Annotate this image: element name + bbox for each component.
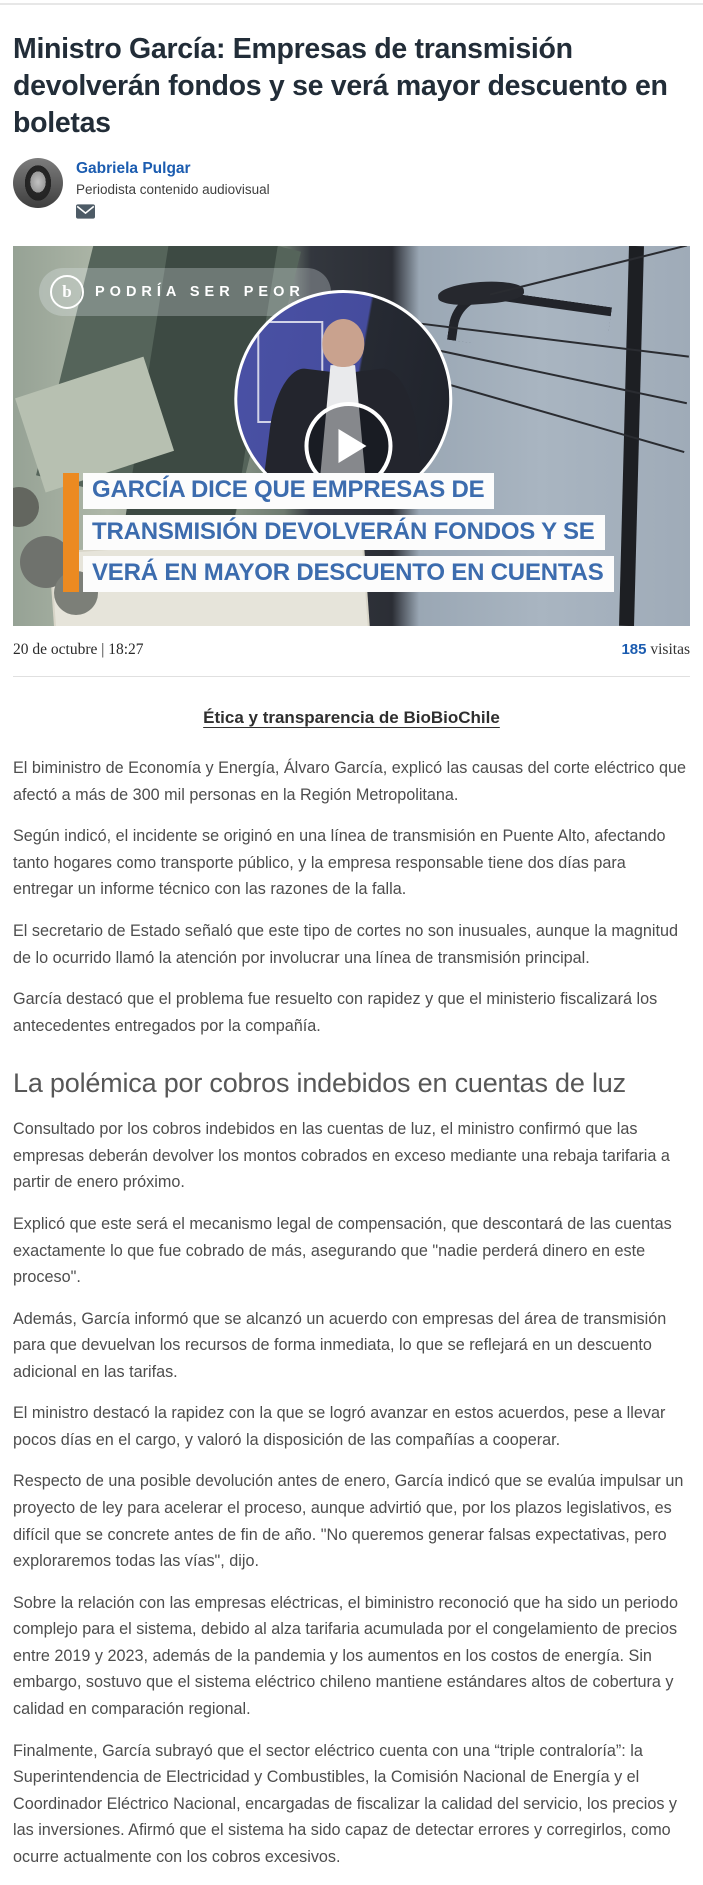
article-body <box>13 755 690 1870</box>
paragraph: García destacó que el problema fue resuelto con rapidez y que el ministerio fiscalizará los antecedentes entregados por la compañía. <box>13 990 658 1035</box>
caption-line: TRANSMISIÓN DEVOLVERÁN FONDOS Y SE <box>83 515 605 551</box>
author-name-link[interactable]: Gabriela Pulgar <box>76 160 191 178</box>
coin-shape <box>13 487 39 527</box>
article-page <box>0 31 703 1870</box>
views-label: visitas <box>646 641 690 659</box>
biobio-b-logo-icon: b <box>50 275 84 309</box>
caption-accent-bar <box>63 473 79 592</box>
video-player-thumbnail[interactable] <box>13 246 690 626</box>
paragraph: Respecto de una posible devolución antes de enero, García indicó que se evalúa impulsar un proyecto de ley para acelerar el proceso, aunque advirtió que, por los plazos legislativos, es difícil que se concrete antes de fin de año. "No queremos generar falsas expectativas, pero exploraremos todas las vías", dijo. <box>13 1472 684 1571</box>
paragraph: Consultado por los cobros indebidos en las cuentas de luz, el ministro confirmó que las empresas deberán devolver los montos cobrados en exceso mediante una rebaja tarifaria a partir de enero próximo. <box>13 1120 670 1192</box>
author-info <box>76 158 270 224</box>
email-envelope-icon[interactable] <box>76 204 95 219</box>
paragraph: Además, García informó que se alcanzó un acuerdo con empresas del área de transmisión para que devuelvan los recursos de forma inmediata, lo que se reflejará en un descuento adicional en las tarifas. <box>13 1309 667 1381</box>
paragraph: Finalmente, García subrayó que el sector eléctrico cuenta con una “triple contraloría”: la Superintendencia de Electricidad y Combustibles, la Comisión Nacional de Energía y el Coordinador Eléctrico Nacional, encargadas de fiscalizar la calidad del servicio, los precios y las inversiones. Afirmó que el sistema ha sido capaz de detectar errores y corregirlos, como ocurre actualmente con los cobros excesivos. <box>13 1741 678 1866</box>
paragraph: Explicó que este será el mecanismo legal de compensación, que descontará de las cuentas exactamente lo que fue cobrado de más, asegurando que "nadie perderá dinero en este proceso". <box>13 1214 672 1287</box>
ethics-link-block <box>13 708 690 728</box>
views-count: 185 <box>621 641 647 659</box>
paragraph: Sobre la relación con las empresas eléctricas, el biministro reconoció que ha sido un periodo complejo para el sistema, debido al alza tarifaria acumulada por el congelamiento de precios entre 2019 y 2023, además de la pandemia y los aumentos en los costos de energía. Sin embargo, sostuvo que el sistema eléctrico chileno mantiene estándares altos de cobertura y calidad en comparación regional. <box>13 1593 678 1718</box>
paragraph: Según indicó, el incidente se originó en una línea de transmisión en Puente Alto, afectando tanto hogares como transporte público, y la empresa responsable tiene dos días para entregar un informe técnico con las razones de la falla. <box>13 827 666 899</box>
paragraph: El ministro destacó la rapidez con la que se logró avanzar en estos acuerdos, pese a llevar pocos días en el cargo, y valoró la disposición de las compañías a cooperar. <box>13 1404 666 1449</box>
power-line <box>490 246 688 295</box>
article-title: Ministro García: Empresas de transmisión devolverán fondos y se verá mayor descuento en boletas <box>13 33 668 140</box>
play-icon <box>338 429 366 463</box>
meta-divider <box>13 676 690 677</box>
paragraph: El secretario de Estado señaló que este tipo de cortes no son inusuales, aunque la magnitud de lo ocurrido llamó la atención por involucrar una línea de transmisión principal. <box>13 921 679 967</box>
show-badge-label: PODRÍA SER PEOR <box>95 284 305 301</box>
video-caption <box>63 473 614 592</box>
author-block <box>13 158 690 224</box>
minister-head <box>322 319 364 367</box>
views-counter <box>621 641 690 659</box>
article-meta-row <box>13 641 690 659</box>
publish-date: 20 de octubre | 18:27 <box>13 641 144 659</box>
author-role: Periodista contenido audiovisual <box>76 182 270 198</box>
caption-line: VERÁ EN MAYOR DESCUENTO EN CUENTAS <box>83 556 614 592</box>
caption-lines <box>83 473 614 592</box>
paragraph: El biministro de Economía y Energía, Álvaro García, explicó las causas del corte eléctrico que afectó a más de 300 mil personas en la Región Metropolitana. <box>13 759 686 804</box>
ethics-transparency-link[interactable]: Ética y transparencia de BioBioChile <box>203 708 500 728</box>
caption-line: GARCÍA DICE QUE EMPRESAS DE <box>83 473 494 509</box>
article-subheading: La polémica por cobros indebidos en cuentas de luz <box>13 1068 626 1099</box>
author-avatar <box>13 158 63 208</box>
page-top-divider <box>0 3 703 5</box>
